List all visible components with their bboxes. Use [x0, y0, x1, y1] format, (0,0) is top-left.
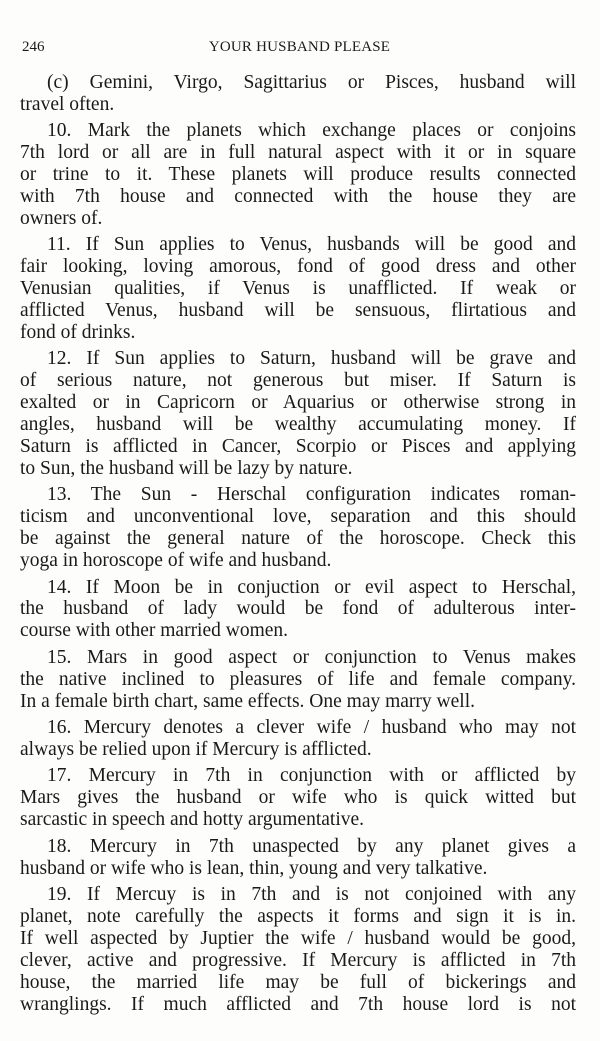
paragraph	[20, 577, 576, 643]
text-line: the native inclined to pleasures of life and female company.	[20, 668, 576, 690]
page-header	[22, 39, 577, 59]
text-line: Venusian qualities, if Venus is unafflicted. If weak or	[20, 278, 576, 300]
text-line: travel often.	[20, 93, 115, 115]
running-title: YOUR HUSBAND PLEASE	[208, 39, 391, 55]
text-line: In a female birth chart, same effects. One may marry well.	[20, 690, 475, 712]
paragraph	[20, 348, 576, 479]
text-line: 16. Mercury denotes a clever wife / husband who may not	[47, 717, 576, 739]
paragraph	[20, 234, 576, 343]
paragraph	[20, 484, 576, 572]
text-line: 14. If Moon be in conjuction or evil aspect to Herschal,	[47, 576, 576, 598]
text-line: fond of drinks.	[20, 321, 136, 343]
text-line: or trine to it. These planets will produce results connected	[20, 164, 576, 186]
text-line: (c) Gemini, Virgo, Sagittarius or Pisces, husband will	[47, 72, 576, 93]
text-line: to Sun, the husband will be lazy by nature.	[20, 457, 353, 479]
text-line: 13. The Sun - Herschal configuration indicates roman-	[47, 484, 576, 506]
paragraph	[20, 647, 576, 713]
text-line: wranglings. If much afflicted and 7th house lord is not	[20, 993, 576, 1015]
text-line: husband or wife who is lean, thin, young and very talkative.	[20, 857, 488, 879]
text-line: afflicted Venus, husband will be sensuous, flirtatious and	[20, 300, 576, 322]
text-line: planet, note carefully the aspects it forms and sign it is in.	[20, 906, 576, 927]
paragraph	[20, 72, 576, 116]
text-line: yoga in horoscope of wife and husband.	[20, 550, 332, 572]
text-line: 11. If Sun applies to Venus, husbands will be good and	[47, 234, 576, 256]
text-line: 17. Mercury in 7th in conjunction with or afflicted by	[47, 765, 576, 787]
page-number: 246	[22, 39, 45, 55]
text-line: always be relied upon if Mercury is afflicted.	[20, 738, 372, 760]
text-line: Mars gives the husband or wife who is quick witted but	[20, 787, 576, 809]
text-line: sarcastic in speech and hotty argumentative.	[20, 809, 365, 831]
text-line: 12. If Sun applies to Saturn, husband will be grave and	[47, 348, 576, 370]
text-line: 19. If Mercuy is in 7th and is not conjoined with any	[47, 884, 576, 906]
text-line: house, the married life may be full of bickerings and	[20, 971, 576, 993]
text-line: 7th lord or all are in full natural aspect with it or in square	[20, 142, 576, 164]
text-line: the husband of lady would be fond of adulterous inter-	[20, 598, 576, 620]
text-line: angles, husband will be wealthy accumulating money. If	[20, 414, 576, 436]
text-line: 15. Mars in good aspect or conjunction to Venus makes	[47, 646, 576, 668]
body-text	[20, 72, 576, 1020]
paragraph	[20, 717, 576, 761]
text-line: course with other married women.	[20, 620, 289, 642]
text-line: with 7th house and connected with the house they are	[20, 186, 576, 208]
text-line: 10. Mark the planets which exchange places or conjoins	[47, 120, 576, 142]
text-line: of serious nature, not generous but miser. If Saturn is	[20, 370, 576, 392]
paragraph	[20, 765, 576, 831]
text-line: fair looking, loving amorous, fond of good dress and other	[20, 256, 576, 278]
paragraph	[20, 836, 576, 880]
paragraph	[20, 120, 576, 229]
text-line: exalted or in Capricorn or Aquarius or otherwise strong in	[20, 392, 576, 414]
text-line: be against the general nature of the horoscope. Check this	[20, 528, 576, 550]
text-line: owners of.	[20, 207, 103, 229]
paragraph	[20, 884, 576, 1015]
text-line: clever, active and progressive. If Mercury is afflicted in 7th	[20, 949, 576, 971]
text-line: Saturn is afflicted in Cancer, Scorpio or Pisces and applying	[20, 436, 576, 458]
text-line: 18. Mercury in 7th unaspected by any planet gives a	[47, 835, 576, 857]
text-line: ticism and unconventional love, separation and this should	[20, 506, 576, 528]
text-line: If well aspected by Juptier the wife / husband would be good,	[20, 927, 576, 949]
